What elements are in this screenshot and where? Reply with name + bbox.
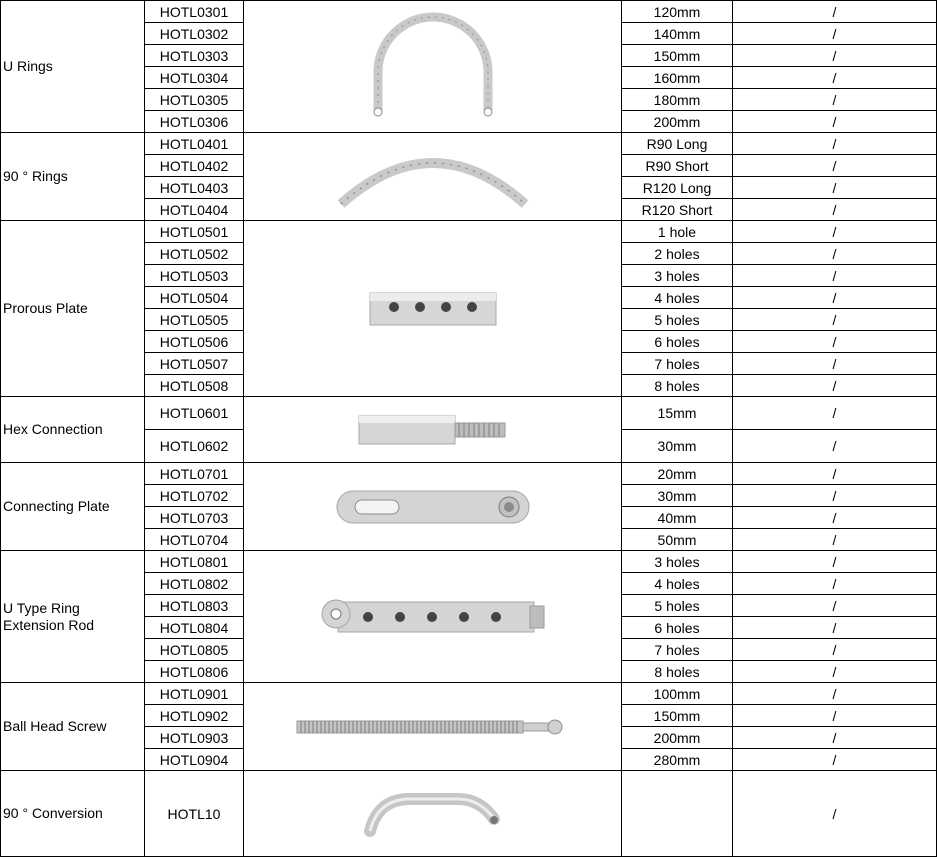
spec-cell: R120 Long: [622, 177, 733, 199]
product-image-cell: [244, 463, 622, 551]
code-cell: HOTL0304: [145, 67, 244, 89]
spec-cell: 30mm: [622, 430, 733, 463]
note-cell: /: [733, 529, 937, 551]
spec-cell: 15mm: [622, 397, 733, 430]
product-image-cell: [244, 133, 622, 221]
spec-cell: R120 Short: [622, 199, 733, 221]
note-cell: /: [733, 617, 937, 639]
note-cell: /: [733, 1, 937, 23]
code-cell: HOTL0803: [145, 595, 244, 617]
extension-rod-icon: [318, 592, 548, 642]
spec-cell: [622, 771, 733, 857]
note-cell: /: [733, 430, 937, 463]
spec-cell: 160mm: [622, 67, 733, 89]
category-cell: 90 ° Conversion: [1, 771, 145, 857]
spec-cell: 5 holes: [622, 595, 733, 617]
note-cell: /: [733, 595, 937, 617]
spec-cell: 8 holes: [622, 661, 733, 683]
note-cell: /: [733, 243, 937, 265]
note-cell: /: [733, 727, 937, 749]
note-cell: /: [733, 683, 937, 705]
code-cell: HOTL0507: [145, 353, 244, 375]
hex-connection-icon: [353, 412, 513, 448]
spec-cell: 4 holes: [622, 287, 733, 309]
note-cell: /: [733, 89, 937, 111]
spec-cell: 5 holes: [622, 309, 733, 331]
spec-cell: 4 holes: [622, 573, 733, 595]
category-cell: Ball Head Screw: [1, 683, 145, 771]
spec-cell: 150mm: [622, 45, 733, 67]
note-cell: /: [733, 507, 937, 529]
code-cell: HOTL0401: [145, 133, 244, 155]
note-cell: /: [733, 661, 937, 683]
note-cell: /: [733, 287, 937, 309]
note-cell: /: [733, 353, 937, 375]
note-cell: /: [733, 265, 937, 287]
product-image-cell: [244, 771, 622, 857]
code-cell: HOTL0306: [145, 111, 244, 133]
spec-cell: 7 holes: [622, 639, 733, 661]
note-cell: /: [733, 309, 937, 331]
u-ring-icon: [368, 12, 498, 122]
note-cell: /: [733, 749, 937, 771]
product-image-cell: [244, 1, 622, 133]
spec-cell: 1 hole: [622, 221, 733, 243]
spec-cell: 150mm: [622, 705, 733, 727]
code-cell: HOTL0702: [145, 485, 244, 507]
note-cell: /: [733, 199, 937, 221]
spec-cell: 3 holes: [622, 551, 733, 573]
category-cell: Prorous Plate: [1, 221, 145, 397]
category-cell: 90 ° Rings: [1, 133, 145, 221]
spec-cell: 30mm: [622, 485, 733, 507]
conversion-bend-icon: [358, 789, 508, 839]
arc-ring-icon: [333, 142, 533, 212]
note-cell: /: [733, 221, 937, 243]
code-cell: HOTL0508: [145, 375, 244, 397]
product-image-cell: [244, 221, 622, 397]
code-cell: HOTL0902: [145, 705, 244, 727]
note-cell: /: [733, 331, 937, 353]
spec-cell: 200mm: [622, 111, 733, 133]
spec-cell: 2 holes: [622, 243, 733, 265]
code-cell: HOTL0302: [145, 23, 244, 45]
spec-cell: 8 holes: [622, 375, 733, 397]
spec-cell: 120mm: [622, 1, 733, 23]
spec-cell: 40mm: [622, 507, 733, 529]
code-cell: HOTL0802: [145, 573, 244, 595]
code-cell: HOTL0903: [145, 727, 244, 749]
category-cell: U Type Ring Extension Rod: [1, 551, 145, 683]
code-cell: HOTL0501: [145, 221, 244, 243]
spec-cell: 100mm: [622, 683, 733, 705]
note-cell: /: [733, 375, 937, 397]
note-cell: /: [733, 155, 937, 177]
note-cell: /: [733, 45, 937, 67]
spec-cell: 6 holes: [622, 617, 733, 639]
category-cell: Connecting Plate: [1, 463, 145, 551]
spec-cell: 180mm: [622, 89, 733, 111]
note-cell: /: [733, 705, 937, 727]
porous-plate-icon: [368, 289, 498, 329]
code-cell: HOTL0504: [145, 287, 244, 309]
spec-cell: 7 holes: [622, 353, 733, 375]
category-cell: Hex Connection: [1, 397, 145, 463]
code-cell: HOTL0404: [145, 199, 244, 221]
note-cell: /: [733, 177, 937, 199]
product-image-cell: [244, 397, 622, 463]
spec-cell: 6 holes: [622, 331, 733, 353]
code-cell: HOTL10: [145, 771, 244, 857]
product-image-cell: [244, 551, 622, 683]
note-cell: /: [733, 771, 937, 857]
note-cell: /: [733, 573, 937, 595]
note-cell: /: [733, 397, 937, 430]
note-cell: /: [733, 463, 937, 485]
code-cell: HOTL0601: [145, 397, 244, 430]
spec-cell: 200mm: [622, 727, 733, 749]
note-cell: /: [733, 133, 937, 155]
spec-cell: 140mm: [622, 23, 733, 45]
code-cell: HOTL0403: [145, 177, 244, 199]
note-cell: /: [733, 639, 937, 661]
code-cell: HOTL0303: [145, 45, 244, 67]
category-cell: U Rings: [1, 1, 145, 133]
code-cell: HOTL0301: [145, 1, 244, 23]
code-cell: HOTL0801: [145, 551, 244, 573]
spec-cell: 3 holes: [622, 265, 733, 287]
code-cell: HOTL0703: [145, 507, 244, 529]
note-cell: /: [733, 485, 937, 507]
code-cell: HOTL0505: [145, 309, 244, 331]
note-cell: /: [733, 23, 937, 45]
note-cell: /: [733, 67, 937, 89]
code-cell: HOTL0502: [145, 243, 244, 265]
code-cell: HOTL0704: [145, 529, 244, 551]
connecting-plate-icon: [333, 485, 533, 529]
product-image-cell: [244, 683, 622, 771]
code-cell: HOTL0904: [145, 749, 244, 771]
code-cell: HOTL0506: [145, 331, 244, 353]
code-cell: HOTL0503: [145, 265, 244, 287]
spec-cell: 50mm: [622, 529, 733, 551]
code-cell: HOTL0804: [145, 617, 244, 639]
spec-cell: 280mm: [622, 749, 733, 771]
note-cell: /: [733, 551, 937, 573]
note-cell: /: [733, 111, 937, 133]
spec-cell: 20mm: [622, 463, 733, 485]
code-cell: HOTL0806: [145, 661, 244, 683]
code-cell: HOTL0901: [145, 683, 244, 705]
code-cell: HOTL0305: [145, 89, 244, 111]
code-cell: HOTL0402: [145, 155, 244, 177]
code-cell: HOTL0602: [145, 430, 244, 463]
ball-head-screw-icon: [293, 715, 573, 739]
spec-cell: R90 Long: [622, 133, 733, 155]
code-cell: HOTL0805: [145, 639, 244, 661]
code-cell: HOTL0701: [145, 463, 244, 485]
spec-cell: R90 Short: [622, 155, 733, 177]
